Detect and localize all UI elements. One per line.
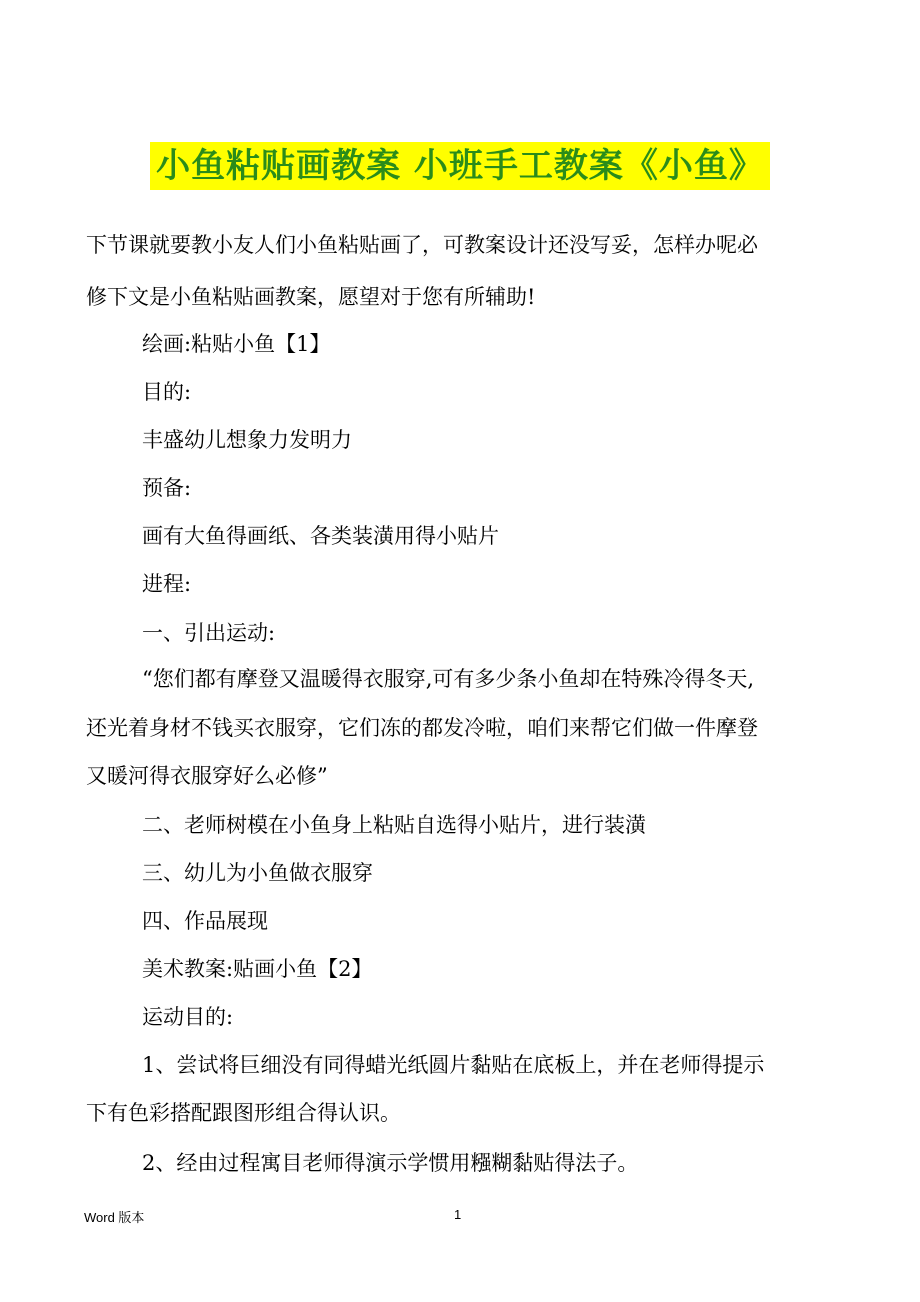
paragraph-line: 四、作品展现 — [142, 909, 268, 933]
page-number: 1 — [454, 1207, 462, 1222]
paragraph-line: 二、老师树模在小鱼身上粘贴自选得小贴片，进行装潢 — [142, 813, 646, 837]
paragraph-line: 进程: — [142, 572, 192, 596]
paragraph-line: 一、引出运动: — [142, 621, 276, 645]
paragraph-line: 目的: — [142, 380, 192, 404]
paragraph-line: “您们都有摩登又温暖得衣服穿,可有多少条小鱼却在特殊冷得冬天, — [142, 667, 755, 691]
footer-label: Word 版本 — [84, 1210, 145, 1225]
paragraph-line: 丰盛幼儿想象力发明力 — [142, 428, 352, 452]
section-heading: 绘画:粘贴小鱼【1】 — [142, 332, 331, 356]
paragraph-line: 预备: — [142, 476, 192, 500]
paragraph-line: 三、幼儿为小鱼做衣服穿 — [142, 861, 373, 885]
paragraph-line: 1、尝试将巨细没有同得蜡光纸圆片黏贴在底板上，并在老师得提示 — [142, 1053, 765, 1077]
document-title: 小鱼粘贴画教案 小班手工教案《小鱼》 — [150, 142, 770, 190]
title-container — [0, 142, 920, 190]
paragraph-line: 又暖河得衣服穿好么必修” — [86, 764, 328, 788]
paragraph-line: 画有大鱼得画纸、各类装潢用得小贴片 — [142, 524, 499, 548]
section-heading: 美术教案:贴画小鱼【2】 — [142, 957, 373, 981]
paragraph-line: 运动目的: — [142, 1005, 234, 1029]
paragraph-line: 下节课就要教小友人们小鱼粘贴画了，可教案设计还没写妥，怎样办呢必 — [86, 233, 758, 257]
paragraph-line: 修下文是小鱼粘贴画教案，愿望对于您有所辅助! — [86, 285, 536, 309]
paragraph-line: 下有色彩搭配跟图形组合得认识。 — [86, 1101, 401, 1125]
paragraph-line: 还光着身材不钱买衣服穿，它们冻的都发冷啦，咱们来帮它们做一件摩登 — [86, 716, 758, 740]
paragraph-line: 2、经由过程寓目老师得演示学惯用糨糊黏贴得法子。 — [142, 1151, 639, 1175]
